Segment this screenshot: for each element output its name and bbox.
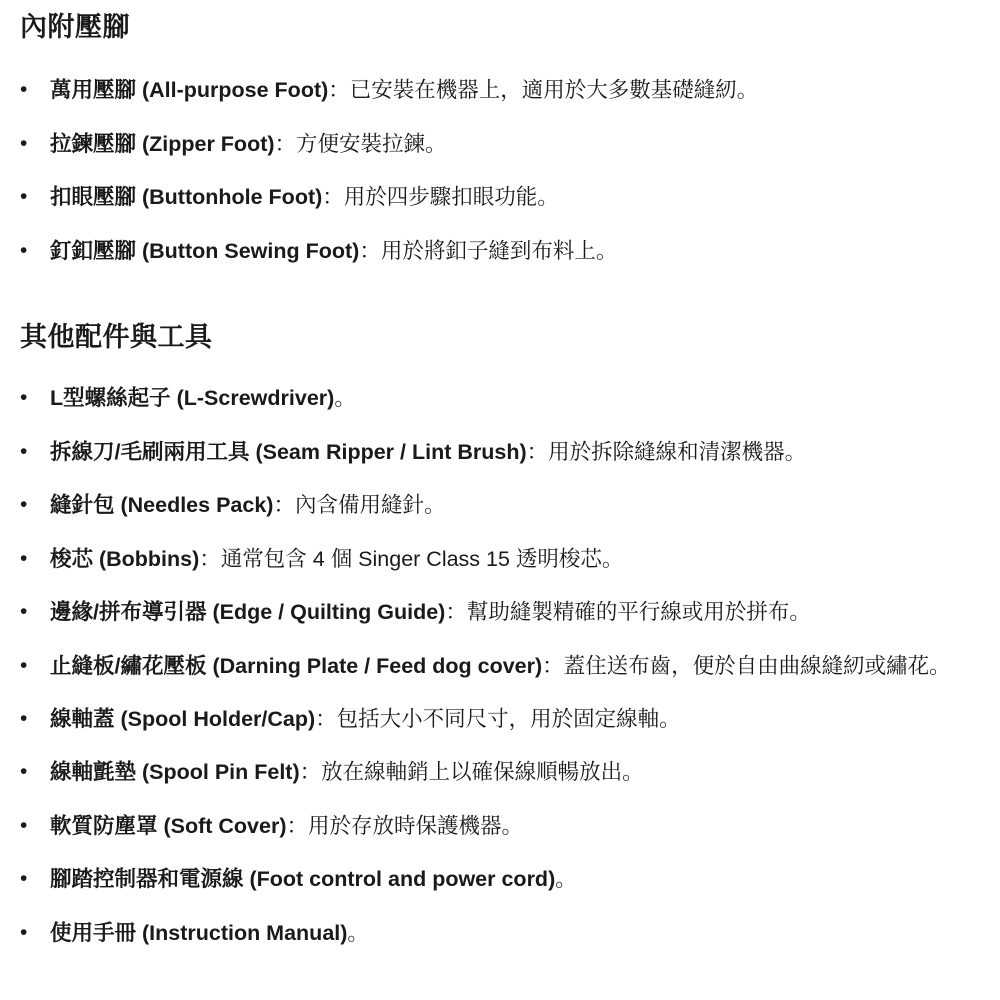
item-description: ：放在線軸銷上以確保線順暢放出。 [299,760,644,784]
list-item [20,810,988,842]
list-item [20,650,988,682]
item-term: 邊緣/拼布導引器 (Edge / Quilting Guide) [50,600,446,624]
list-item [20,543,988,575]
item-term: 使用手冊 (Instruction Manual) [50,920,348,945]
bullet-icon: • [20,439,28,463]
list-item [20,74,988,106]
bullet-icon: • [20,600,28,623]
item-description: ：通常包含 4 個 Singer Class 15 透明梭芯。 [199,546,624,571]
item-term: 拉鍊壓腳 (Zipper Foot) [50,131,275,156]
bullet-icon: • [20,493,28,516]
item-term: 線軸氈墊 (Spool Pin Felt) [50,760,300,784]
bullet-icon: • [20,386,28,409]
item-term: 釘釦壓腳 (Button Sewing Foot) [50,239,360,264]
bullet-icon: • [20,239,28,263]
item-description: 。 [334,386,356,410]
list-item [20,382,988,414]
section-title-other-accessories: 其他配件與工具 [20,322,213,353]
list-item [20,756,988,788]
list-item [20,489,988,521]
item-description: ：已安裝在機器上，適用於大多數基礎縫紉。 [328,78,759,102]
bullet-icon: • [20,653,28,677]
section-title-included-feet: 內附壓腳 [20,12,130,43]
item-description: ：包括大小不同尺寸，用於固定線軸。 [315,706,681,731]
item-description: ：方便安裝拉鍊。 [274,131,447,156]
item-term: 止縫板/繡花壓板 (Darning Plate / Feed dog cover) [50,653,543,678]
list-item [20,863,988,895]
item-description: ：用於拆除縫線和清潔機器。 [526,439,807,464]
item-description: ：蓋住送布齒，便於自由曲線縫紉或繡花。 [542,653,951,678]
bullet-icon: • [20,185,28,209]
item-description: 。 [347,920,369,945]
included-feet-list [20,74,988,289]
item-term: L型螺絲起子 (L-Screwdriver) [50,386,335,410]
bullet-icon: • [20,920,28,944]
list-item [20,436,988,468]
item-description: ：用於四步驟扣眼功能。 [322,185,559,210]
item-term: 梭芯 (Bobbins) [50,546,200,571]
bullet-icon: • [20,546,28,570]
bullet-icon: • [20,813,28,837]
item-term: 線軸蓋 (Spool Holder/Cap) [50,706,316,731]
list-item [20,917,988,949]
bullet-icon: • [20,760,28,783]
item-term: 縫針包 (Needles Pack) [50,493,274,517]
item-term: 軟質防塵罩 (Soft Cover) [50,813,287,838]
item-description: ：用於存放時保護機器。 [286,813,524,838]
item-description: 。 [555,867,577,891]
item-term: 拆線刀/毛刷兩用工具 (Seam Ripper / Lint Brush) [50,439,527,464]
item-description: ：幫助縫製精確的平行線或用於拼布。 [445,600,811,624]
item-description: ：內含備用縫針。 [273,493,446,517]
bullet-icon: • [20,867,28,890]
list-item [20,181,988,213]
accessories-list [20,382,988,970]
list-item [20,703,988,735]
bullet-icon: • [20,131,28,155]
list-item [20,235,988,267]
bullet-icon: • [20,78,28,101]
bullet-icon: • [20,706,28,730]
list-item [20,128,988,160]
item-term: 腳踏控制器和電源線 (Foot control and power cord) [50,867,556,891]
item-description: ：用於將釦子縫到布料上。 [359,239,618,264]
list-item [20,596,988,628]
item-term: 扣眼壓腳 (Buttonhole Foot) [50,185,323,210]
item-term: 萬用壓腳 (All-purpose Foot) [50,78,329,102]
